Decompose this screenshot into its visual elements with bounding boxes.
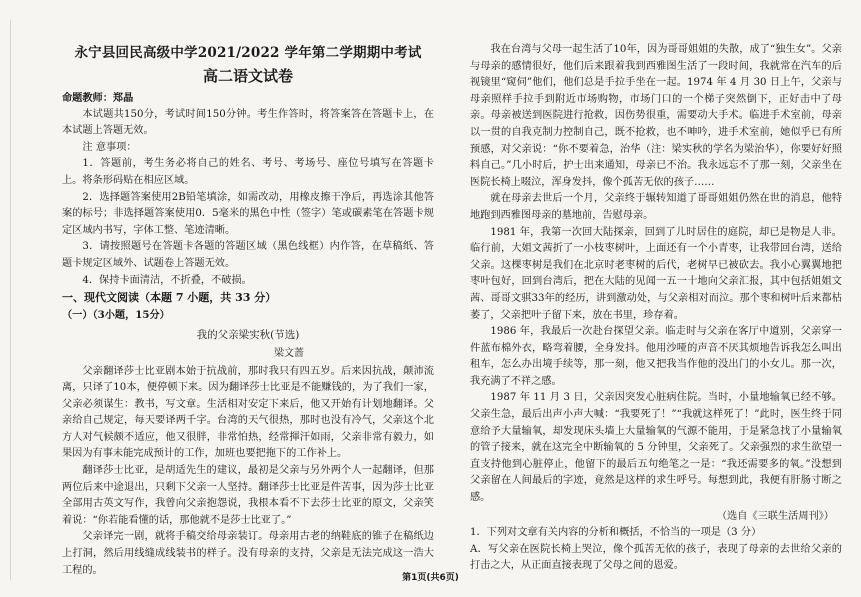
left-column	[62, 42, 434, 579]
page-footer: 第1页(共6页)	[402, 573, 459, 583]
article-title: 我的父亲梁实秋(节选)	[196, 329, 300, 342]
intro-text: 本试题共150分，考试时间150分钟。考生作答时，将答案答在答题卡上，在本试题上答题无效。	[62, 108, 434, 137]
subsection-heading: （一）（3小题，15分）	[62, 308, 170, 321]
article-paragraph: 翻译莎士比亚，是胡适先生的建议，最初是父亲与另外两个人一起翻译，但那两位后来中途退出，只剩下父亲一人坚持。翻译莎士比亚是件苦事，因为莎士比亚全部用古英文写作，我曾向父亲抱怨说，我根本看不下去莎士比亚的原文，父亲笑着说：“你若能看懂的话，那他就不是莎士比亚了。”	[62, 465, 434, 526]
article-paragraph: 就在母亲去世后一个月，父亲终于辗转知道了哥哥姐姐仍然在世的消息，他特地跑到西雅图母亲的墓地前，告慰母亲。	[470, 193, 842, 221]
teacher-line: 命题教师：郑晶	[62, 92, 134, 104]
article-paragraph: 1987 年 11 月 3 日，父亲因突发心脏病住院。当时，小量地输氧已经不够。父亲生急，最后出声小声大喊：“我要死了！”“我就这样死了！”此时，医生终于同意给予大量输氧，却发现床头墙上大量输氧的气源不能用，于是紧急找了小量输氧的管子接来，就在这完全中断输氧的 5 分钟里，父亲死了。父亲强烈的求生欲望一直支持他到心脏停止，他留下的最后五句绝笔之一是：“我还需要多的氧。”没想到父亲留在人间最后的字迹，竟然是这样的求生呼号。每想到此，我便有肝肠寸断之感。	[470, 392, 842, 504]
article-paragraph: 1981 年，我第一次回大陆探亲，回到了儿时居住的庭院，却已是物是人非。临行前，大姐文茜折了一小枝枣树叶，上面还有一个小青枣，让我带回台湾，送给父亲。这棵枣树是我们在北京时老枣树的后代，老树早已被砍去。我小心翼翼地把枣叶包好，回到台湾后，把在大陆的见闻一五一十地向父亲汇报，其中包括姐姐文茜、哥哥文骐33年的经历，讲到激动处，与父亲相对而泣。那个枣和树叶后来都枯萎了，父亲把叶子留下来，放在书里，珍存着。	[470, 226, 842, 321]
exam-title: 高二语文试卷	[202, 67, 293, 85]
article-paragraph: 父亲译完一剧，就将手稿交给母亲装订。母亲用古老的纳鞋底的锥子在稿纸边上打洞，然后用线缝成线装书的样子。没有母亲的支持，父亲是无法完成这一浩大工程的。	[62, 531, 434, 576]
notice-3: 3．请按照题号在答题卡各题的答题区域（黑色线框）内作答，在草稿纸、答题卡规定区域外、试题卷上答题无效。	[62, 241, 434, 269]
notice-4: 4．保持卡面清洁，不折叠，不破损。	[82, 274, 252, 286]
article-paragraph: 我在台湾与父母一起生活了10年，因为哥哥姐姐的失散，成了“独生女”。父亲与母亲的感情很好，他们后来跟着我到西雅图生活了一段时间，我就常在汽车的后视镜里“窥伺”他们，他们总是手拉手坐在一起。1974 年 4 月 30 日上午，父亲与母亲照样手拉手到附近市场购物，市场门口的一个梯子突然倒下，正好击中了母亲。母亲被送到医院进行抢救，因伤势很重，需要动大手术。临进手术室前，母亲以一贯的自我克制力控制自己，既不抢救，也不呻吟，进手术室前，她似乎已有所预感，对父亲说：“你不要着急，治华（注：梁实秋的学名为梁治华），你要好好照料自己。”几小时后，护士出来通知，母亲已不治。我永远忘不了那一刻，父亲坐在医院长椅上啜泣，浑身发抖，像个孤苦无依的孩子……	[470, 44, 842, 188]
notice-1: 1．答题前，考生务必将自己的姓名、考号、考场号、座位号填写在答题卡上。将条形码贴在相应区域。	[62, 158, 434, 186]
article-paragraph: 1986 年，我最后一次赴台探望父亲。临走时与父亲在客厅中道别，父亲穿一件蓝布棉外衣，略弯着腰，全身发抖。他用沙哑的声音不厌其烦地告诉我怎么叫出租车，怎么办出境手续等，那一刻，他又把我当作他的没出门的小女儿。那一次，我充满了不祥之感。	[470, 326, 842, 387]
notice-2: 2．选择题答案使用2B铅笔填涂，如需改动，用橡皮擦干净后，再选涂其他答案的标号；非选择题答案使用0．5毫米的黑色中性（签字）笔或碳素笔在答题卡规定区域内书写，字体工整、笔迹清晰。	[62, 191, 434, 236]
right-column	[470, 42, 842, 575]
article-source: （选自《三联生活周刊》）	[716, 510, 834, 522]
notice-label: 注 意事项：	[82, 141, 137, 153]
school-title: 永宁县回民高级中学2021/2022 学年第二学期期中考试	[74, 45, 422, 61]
article-paragraph: 父亲翻译莎士比亚剧本始于抗战前，那时我只有四五岁。后来因抗战，颠沛流离，只译了10本，便停顿下来。因为翻译莎士比亚是不能赚钱的，为了我们一家，父亲必须谋生：教书，写文章。生活相对安定下来后，他又开始有计划地翻译。父亲给自己规定，每天要译两千字。台湾的天气很热，那时也没有冷气，父亲这个北方人对气候颇不适应，他又很胖，非常怕热，经常揮汗如雨，父亲非常有毅力，如果因为有事未能完成预计的工作，加班也要把拖下的工作补上。	[62, 365, 434, 460]
article-author: 梁文蔷	[274, 347, 304, 359]
question-stem: 1．下列对文章有关内容的分析和概括，不恰当的一项是（3 分）	[470, 527, 762, 539]
question-option-a: A．写父亲在医院长椅上哭泣，像个孤苦无依的孩子，表现了母亲的去世给父亲的打击之大，从正面直接表现了父母之间的恩爱。	[470, 543, 842, 572]
section-heading: 一、现代文阅读（本题 7 小题，共 33 分）	[62, 291, 277, 305]
binding-edge	[10, 20, 11, 580]
